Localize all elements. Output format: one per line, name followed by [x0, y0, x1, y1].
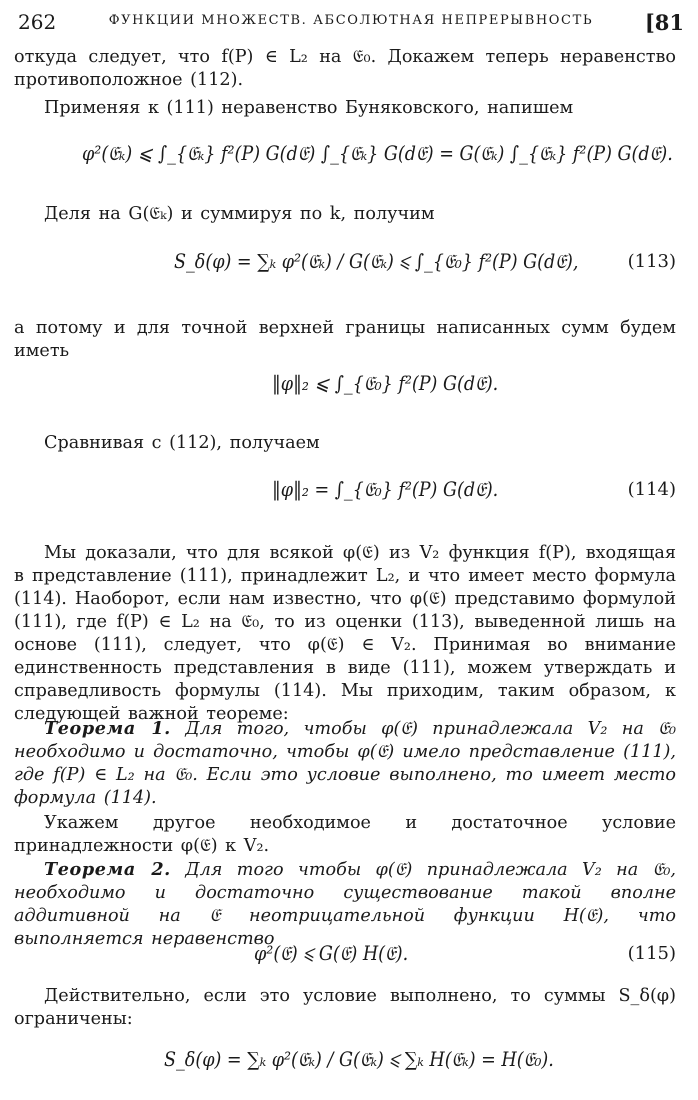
- formula-bunyakovsky-expression: φ²(𝔈ₖ) ⩽ ∫_{𝔈ₖ} f²(P) G(d𝔈) ∫_{𝔈ₖ} G(d𝔈) = G(𝔈ₖ) ∫_{𝔈ₖ} f²(P) G(d𝔈).: [82, 142, 673, 165]
- equation-number-114: (114): [627, 479, 676, 500]
- theorem-1-text: Для того, чтобы φ(𝔈) принадлежала V₂ на 𝔈₀ необходимо и достаточно, чтобы φ(𝔈) имело представление (111), где f(P) ∈ L₂ на 𝔈₀. Если это условие выполнено, то имеет место формула (114).: [14, 719, 676, 808]
- formula-sum-bound: [14, 1028, 686, 1092]
- formula-114-expression: ‖φ‖₂ = ∫_{𝔈₀} f²(P) G(d𝔈).: [272, 478, 499, 501]
- paragraph-1: откуда следует, что f(P) ∈ L₂ на 𝔈₀. Докажем теперь неравенство противоположное (112).: [14, 47, 676, 90]
- formula-115-expression: φ²(𝔈) ⩽ G(𝔈) H(𝔈).: [254, 942, 409, 965]
- theorem-2-label: Теорема 2.: [44, 859, 171, 880]
- paragraph-3: Деля на G(𝔈ₖ) и суммируя по k, получим: [44, 204, 435, 224]
- paragraph-6: Мы доказали, что для всякой φ(𝔈) из V₂ функция f(P), входящая в представление (111), принадлежит L₂, и что имеет место формула (114). Наоборот, если нам известно, что φ(𝔈) представимо формулой (111), где f(P) ∈ L₂ на 𝔈₀, то из оценки (113), выведенной лишь на основе (111), следует, что φ(𝔈) ∈ V₂. Принимая во внимание единственность представления в виде (111), можем утверждать и справедливость формулы (114). Мы приходим, таким образом, к следующей важной теореме:: [14, 543, 676, 724]
- formula-113-expression: S_δ(φ) = ∑ₖ φ²(𝔈ₖ) / G(𝔈ₖ) ⩽ ∫_{𝔈₀} f²(P) G(d𝔈),: [174, 250, 579, 273]
- page-header: [18, 10, 684, 38]
- equation-number-115: (115): [627, 943, 676, 964]
- formula-norm-bound: [14, 352, 686, 416]
- formula-114: [14, 458, 686, 522]
- paragraph-5: Сравнивая с (112), получаем: [44, 433, 320, 453]
- paragraph-4: а потому и для точной верхней границы написанных сумм будем иметь: [14, 318, 676, 361]
- theorem-1-label: Теорема 1.: [44, 718, 171, 739]
- formula-115: [14, 926, 686, 982]
- theorem-1: [14, 717, 676, 810]
- formula-sum-bound-expression: S_δ(φ) = ∑ₖ φ²(𝔈ₖ) / G(𝔈ₖ) ⩽ ∑ₖ H(𝔈ₖ) = H(𝔈₀).: [164, 1048, 554, 1071]
- formula-113: [14, 230, 686, 294]
- formula-norm-bound-expression: ‖φ‖₂ ⩽ ∫_{𝔈₀} f²(P) G(d𝔈).: [272, 372, 499, 395]
- paragraph-8: Действительно, если это условие выполнено, то суммы S_δ(φ) ограничены:: [14, 986, 676, 1029]
- formula-bunyakovsky: [14, 122, 686, 186]
- paragraph-7: Укажем другое необходимое и достаточное условие принадлежности φ(𝔈) к V₂.: [14, 813, 676, 856]
- section-number: [81: [644, 10, 684, 35]
- theorem-2-text: Для того чтобы φ(𝔈) принадлежала V₂ на 𝔈₀, необходимо и достаточно существование такой вполне аддитивной на 𝔈 неотрицательной функции H(𝔈), что выполняется неравенство: [14, 860, 676, 949]
- page-number: 262: [18, 10, 57, 34]
- paragraph-2: Применяя к (111) неравенство Буняковского, напишем: [44, 98, 574, 118]
- running-title: ФУНКЦИИ МНОЖЕСТВ. АБСОЛЮТНАЯ НЕПРЕРЫВНОСТЬ: [108, 13, 594, 28]
- equation-number-113: (113): [627, 251, 676, 272]
